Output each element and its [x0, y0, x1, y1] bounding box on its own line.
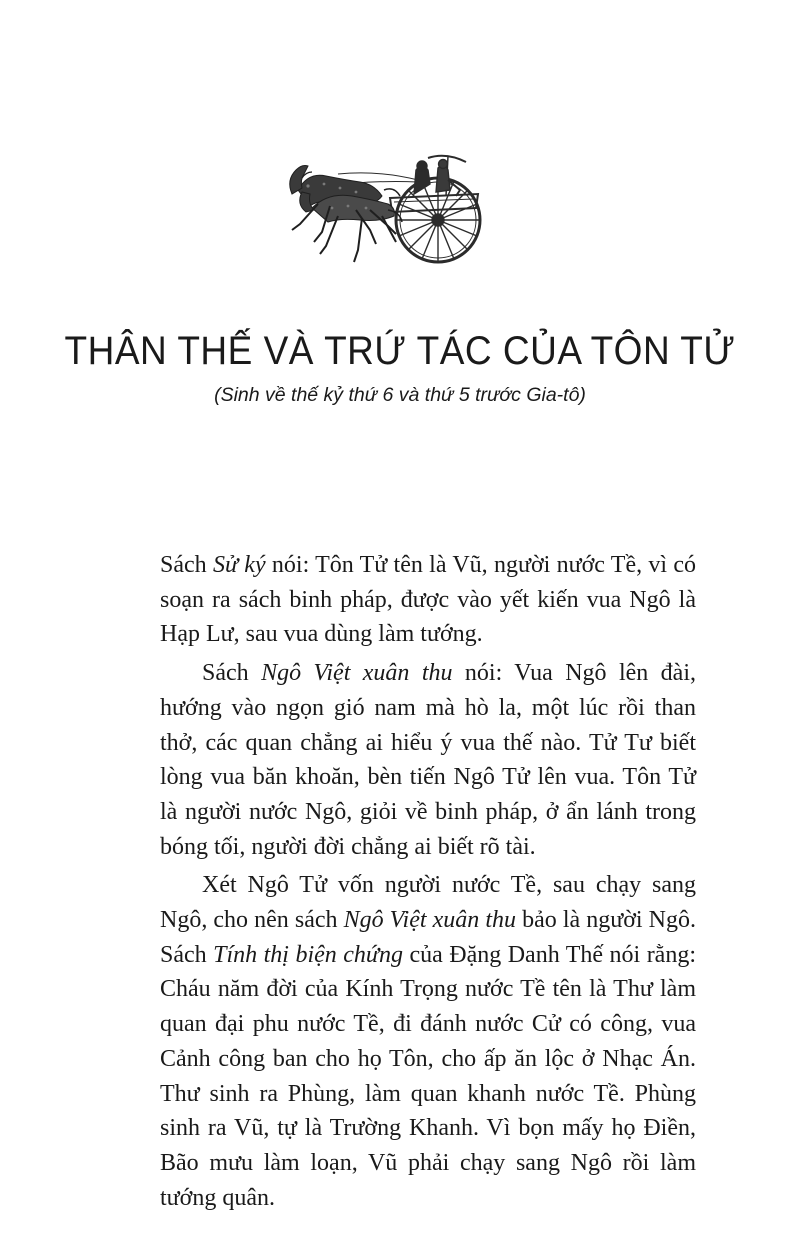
book-title: Sử ký — [212, 552, 266, 578]
body-text — [160, 548, 696, 1219]
text-segment: của Đặng Danh Thế nói rằng: Cháu năm đời của Kính Trọng nước Tề tên là Thư làm quan đại phu nước Tề, đi đánh nước Cử có công, vua Cảnh công ban cho họ Tôn, cho ấp ăn lộc ở Nhạc Án. Thư sinh ra Phùng, làm quan khanh nước Tề. Phùng sinh ra Vũ, tự là Trường Khanh. Vì bọn mấy họ Điền, Bão mưu làm loạn, Vũ phải chạy sang Ngô rồi làm tướng quân. — [160, 941, 697, 1211]
horse-chariot-illustration-icon — [278, 150, 488, 275]
book-title: Tính thị biện chứng — [213, 941, 403, 968]
text-segment: nói: Tôn Tử tên là Vũ, người nước Tề, vì có soạn ra sách binh pháp, được vào yết kiến vua Ngô là Hạp Lư, sau vua dùng làm tướng. — [160, 552, 696, 648]
paragraph — [160, 548, 696, 652]
text-segment: nói: Vua Ngô lên đài, hướng vào ngọn gió nam mà hò la, một lúc rồi than thở, các quan chẳng ai hiểu ý vua thế nào. Tử Tư biết lòng vua băn khoăn, bèn tiến Ngô Tử lên vua. Tôn Tử là người nước Ngô, giỏi về binh pháp, ở ẩn lánh trong bóng tối, người đời chẳng ai biết rõ tài. — [160, 660, 696, 860]
chapter-title: THÂN THẾ VÀ TRỨ TÁC CỦA TÔN TỬ — [64, 328, 736, 373]
text-segment: Sách — [202, 660, 262, 687]
book-title: Ngô Việt xuân thu — [343, 907, 517, 934]
paragraph — [160, 868, 696, 1215]
text-segment: Sách — [160, 552, 213, 578]
paragraph — [160, 656, 696, 864]
chapter-subtitle: (Sinh về thế kỷ thứ 6 và thứ 5 trước Gia-tô) — [214, 384, 586, 406]
text-segment: bảo là người Ngô. Sách — [160, 907, 697, 968]
book-title: Ngô Việt xuân thu — [261, 660, 453, 687]
text-segment: Xét Ngô Tử vốn người nước Tề, sau chạy sang Ngô, cho nên sách — [160, 872, 696, 934]
